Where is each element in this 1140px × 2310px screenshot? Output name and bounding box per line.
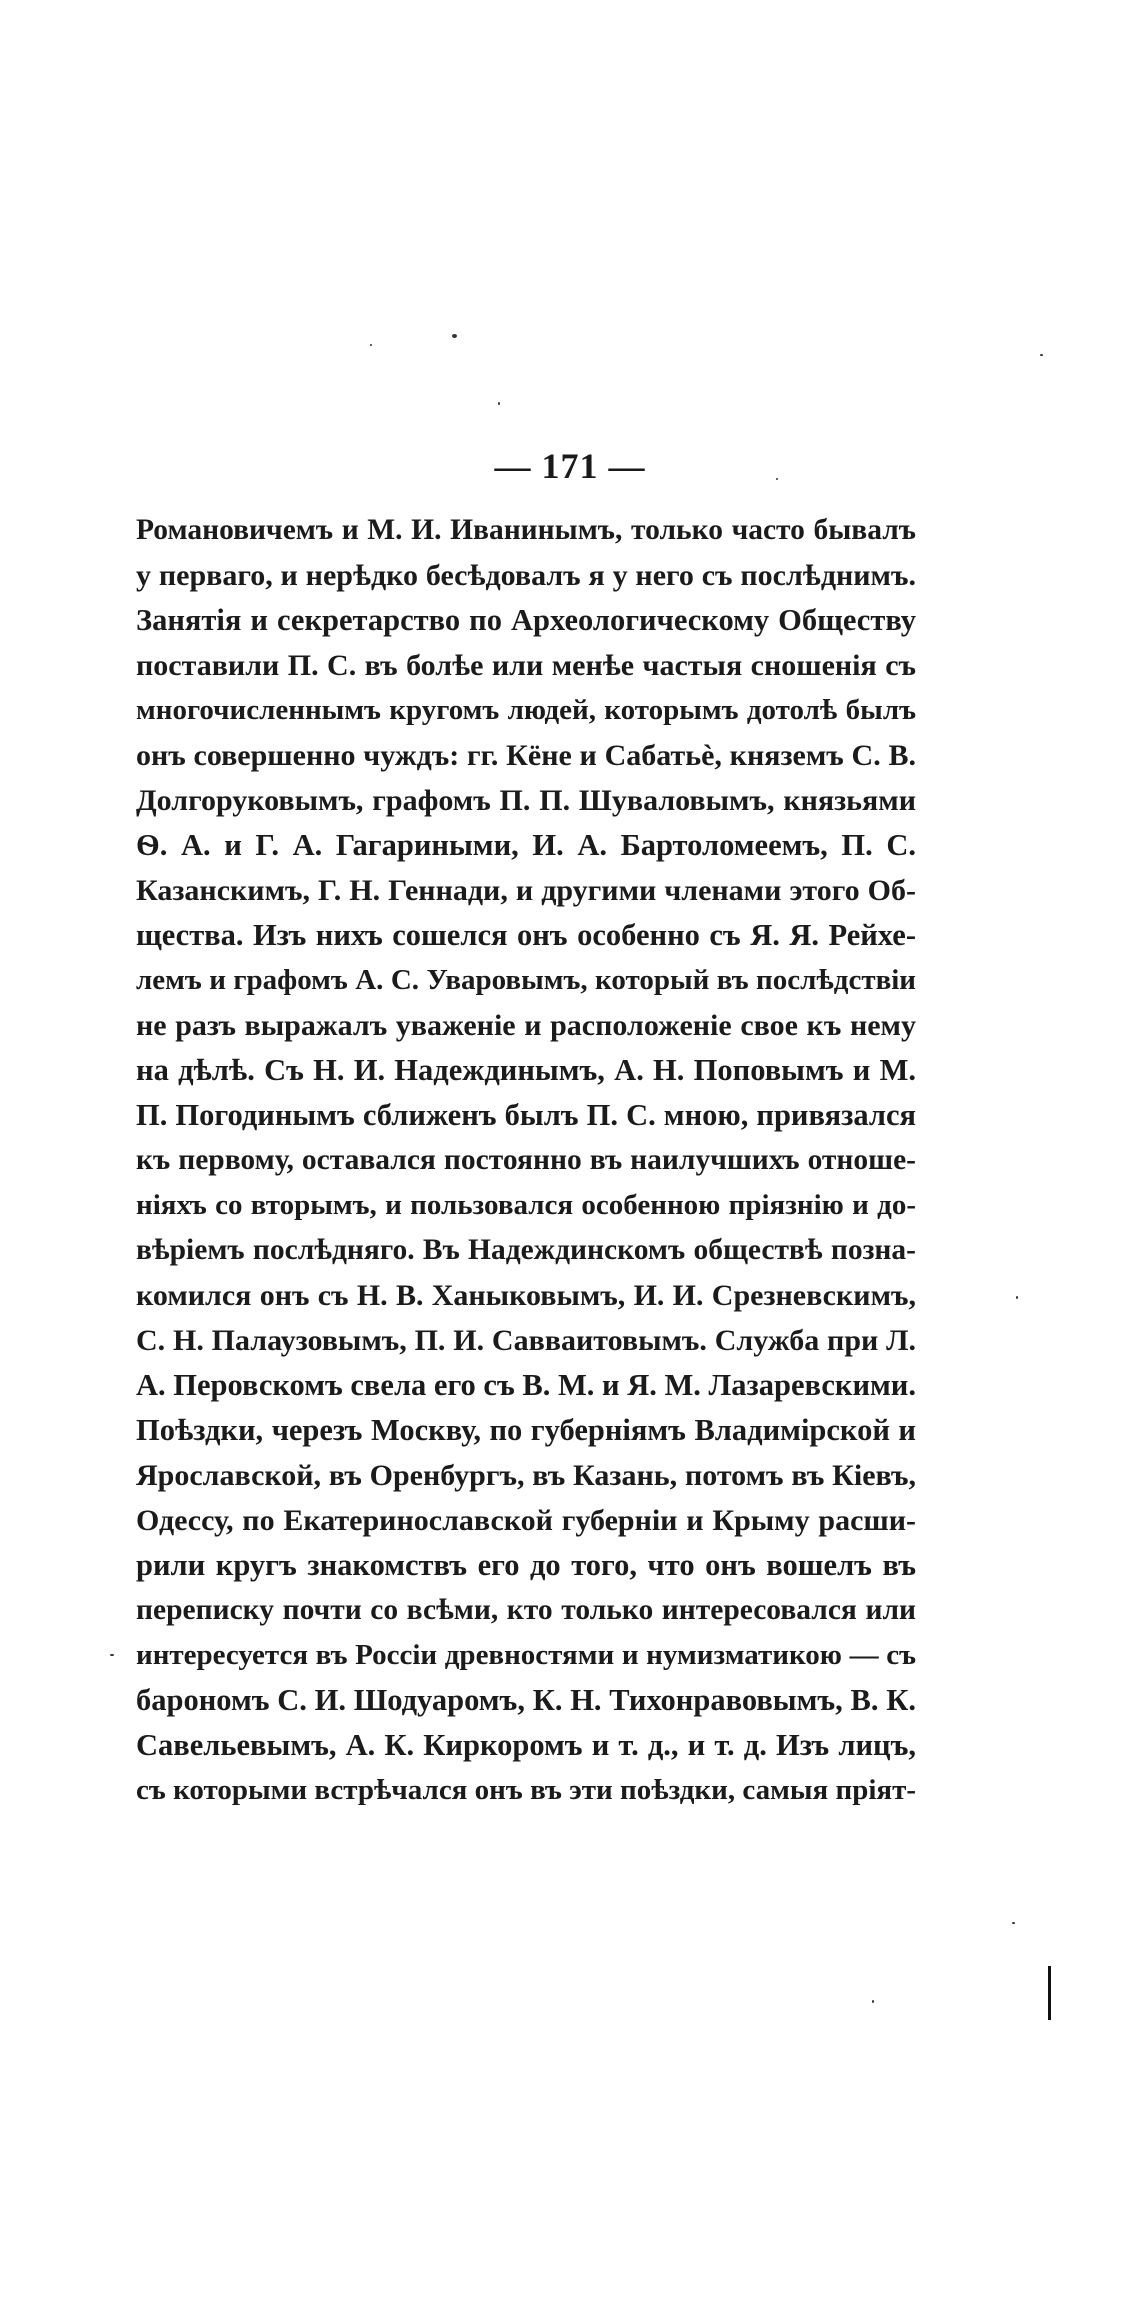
text-line: Занятія и секретарство по Археологическому Обществу <box>136 603 916 637</box>
body-text <box>136 508 916 1813</box>
text-line: съ которыми встрѣчался онъ въ эти поѣздки, самыя пріят- <box>136 1774 916 1806</box>
text-line: А. Перовскомъ свела его съ В. М. и Я. М. Лазаревскими. <box>136 1368 916 1402</box>
text-line: поставили П. С. въ болѣе или менѣе частыя сношенія съ <box>136 649 916 682</box>
margin-mark <box>1048 1966 1051 2020</box>
ink-speck <box>498 402 500 405</box>
text-line: на дѣлѣ. Съ Н. И. Надеждинымъ, А. Н. Поповымъ и М. <box>136 1053 916 1087</box>
text-line: переписку почти со всѣми, кто только интересовался или <box>136 1594 916 1626</box>
text-line: комился онъ съ Н. В. Ханыковымъ, И. И. Срезневскимъ, <box>136 1279 916 1312</box>
ink-speck <box>872 2000 874 2003</box>
text-line: многочисленнымъ кругомъ людей, которымъ дотолѣ былъ <box>136 694 916 726</box>
page-number: — 171 — <box>494 446 646 486</box>
text-line: Долгоруковымъ, графомъ П. П. Шуваловымъ, князьями <box>136 784 916 817</box>
text-line: барономъ С. И. Шодуаромъ, К. Н. Тихонравовымъ, В. К. <box>136 1683 916 1717</box>
ink-speck <box>1016 1296 1018 1299</box>
ink-speck <box>452 334 457 338</box>
text-line: Романовичемъ и М. И. Иванинымъ, только часто бывалъ <box>136 514 916 546</box>
text-line: Савельевымъ, А. К. Киркоромъ и т. д., и т. д. Изъ лицъ, <box>136 1728 916 1762</box>
text-line: С. Н. Палаузовымъ, П. И. Савваитовымъ. Служба при Л. <box>136 1324 916 1357</box>
text-line: Поѣздки, черезъ Москву, по губерніямъ Владимірской и <box>136 1413 916 1447</box>
text-line: интересуется въ Россіи древностями и нумизматикою — съ <box>136 1639 916 1671</box>
text-line: ніяхъ со вторымъ, и пользовался особенною пріязнію и до- <box>136 1189 916 1221</box>
ink-speck <box>1040 354 1043 356</box>
text-line: Одессу, по Екатеринославской губерніи и Крыму расши- <box>136 1504 916 1537</box>
ink-speck <box>110 1654 114 1656</box>
text-line: щества. Изъ нихъ сошелся онъ особенно съ Я. Я. Рейхе- <box>136 918 916 952</box>
text-line: онъ совершенно чуждъ: гг. Кёне и Сабатьè, княземъ С. В. <box>136 739 916 772</box>
text-line: Казанскимъ, Г. Н. Геннади, и другими членами этого Об- <box>136 874 916 907</box>
text-line: вѣріемъ послѣдняго. Въ Надеждинскомъ обществѣ позна- <box>136 1234 916 1266</box>
text-line: къ первому, оставался постоянно въ наилучшихъ отноше- <box>136 1144 916 1176</box>
text-line: лемъ и графомъ А. С. Уваровымъ, который въ послѣдствіи <box>136 964 916 996</box>
text-line: Ярославской, въ Оренбургъ, въ Казань, потомъ въ Кіевъ, <box>136 1459 916 1492</box>
text-line: не разъ выражалъ уваженіе и расположеніе свое къ нему <box>136 1009 916 1042</box>
ink-speck <box>370 344 372 346</box>
text-line: П. Погодинымъ сближенъ былъ П. С. мною, привязался <box>136 1098 916 1132</box>
text-line: рили кругъ знакомствъ его до того, что онъ вошелъ въ <box>136 1548 916 1582</box>
text-line: у перваго, и нерѣдко бесѣдовалъ я у него съ послѣднимъ. <box>136 559 916 592</box>
text-line: Ѳ. А. и Г. А. Гагариными, И. А. Бартоломеемъ, П. С. <box>136 828 916 862</box>
ink-speck <box>1012 1922 1015 1924</box>
